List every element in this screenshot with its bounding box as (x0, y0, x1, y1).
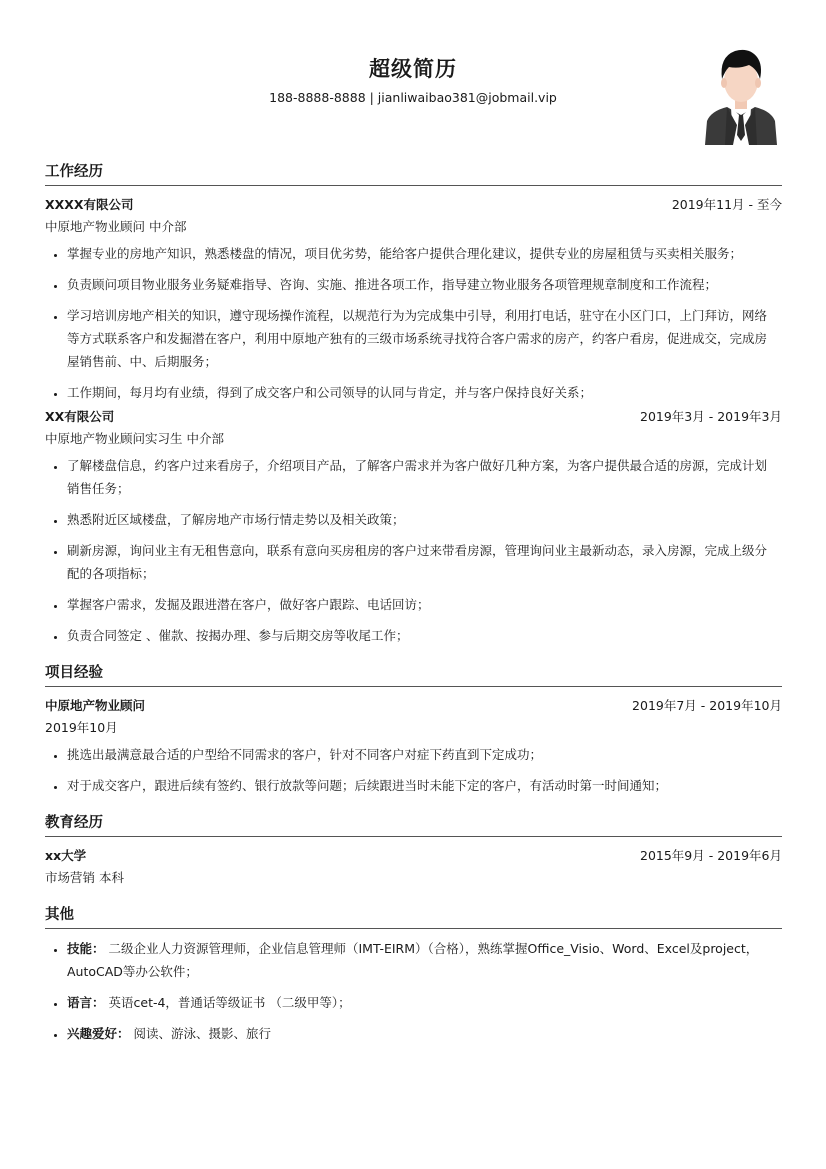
duty-item: • 熟悉附近区域楼盘，了解房地产市场行情走势以及相关政策； (67, 508, 782, 531)
work-entry (45, 194, 782, 404)
skills-text: 二级企业人力资源管理师，企业信息管理师（IMT-EIRM）（合格），熟练掌握Office_Visio、Word、Excel及project，AutoCAD等办公软件； (67, 941, 759, 979)
contact-info: 188-8888-8888 | jianliwaibao381@jobmail.vip (269, 90, 557, 105)
other-section (45, 903, 782, 1045)
avatar-photo (703, 45, 779, 145)
work-section (45, 160, 782, 647)
company-name: XXXX有限公司 (45, 197, 134, 212)
resume-content (45, 160, 782, 1059)
skills-item (67, 937, 782, 983)
project-section (45, 661, 782, 797)
project-section-title: 项目经验 (45, 661, 782, 687)
duty-item: • 掌握专业的房地产知识，熟悉楼盘的情况，项目优劣势，能给客户提供合理化建议，提供专业的房屋租赁与买卖相关服务； (67, 242, 782, 265)
language-item (67, 991, 782, 1014)
duty-item: • 学习培训房地产相关的知识，遵守现场操作流程，以规范行为为完成集中引导，利用打电话，驻守在小区门口，上门拜访，网络等方式联系客户和发掘潜在客户，利用中原地产独有的三级市场系统寻找符合客户需求的房产，约客户看房，促进成交，完成房屋销售前、中、后期服务； (67, 304, 782, 373)
hobbies-label: 兴趣爱好： (67, 1026, 130, 1041)
hobbies-text: 阅读、游泳、摄影、旅行 (133, 1026, 272, 1041)
major-degree: 市场营销 本科 (45, 870, 124, 885)
language-text: 英语cet-4，普通话等级证书 （二级甲等）； (108, 995, 351, 1010)
resume-name: 超级简历 (369, 57, 457, 81)
job-role: 中原地产物业顾问 中介部 (45, 219, 187, 234)
education-section-title: 教育经历 (45, 811, 782, 837)
company-name: XX有限公司 (45, 409, 115, 424)
project-item: • 对于成交客户，跟进后续有签约、银行放款等问题；后续跟进当时未能下定的客户，有活动时第一时间通知； (67, 774, 782, 797)
duty-item: • 工作期间，每月均有业绩，得到了成交客户和公司领导的认同与肯定，并与客户保持良好关系； (67, 381, 782, 404)
duty-item: • 掌握客户需求，发掘及跟进潜在客户，做好客户跟踪、电话回访； (67, 593, 782, 616)
hobbies-item (67, 1022, 782, 1045)
skills-label: 技能： (67, 941, 105, 956)
school-name: xx大学 (45, 848, 87, 863)
project-subtitle: 2019年10月 (45, 720, 118, 735)
education-date: 2015年9月 - 2019年6月 (640, 848, 782, 863)
duty-list (45, 242, 782, 404)
project-list (45, 743, 782, 797)
duty-item: • 了解楼盘信息，约客户过来看房子，介绍项目产品，了解客户需求并为客户做好几种方案，为客户提供最合适的房源，完成计划销售任务； (67, 454, 782, 500)
duty-item: • 刷新房源，询问业主有无租售意向，联系有意向买房租房的客户过来带看房源，管理询问业主最新动态，录入房源，完成上级分配的各项指标； (67, 539, 782, 585)
work-entry (45, 406, 782, 647)
duty-list (45, 454, 782, 647)
project-item: • 挑选出最满意最合适的户型给不同需求的客户，针对不同客户对症下药直到下定成功； (67, 743, 782, 766)
duty-item: • 负责顾问项目物业服务业务疑难指导、咨询、实施、推进各项工作，指导建立物业服务各项管理规章制度和工作流程； (67, 273, 782, 296)
employment-date: 2019年11月 - 至今 (671, 197, 782, 212)
other-list (45, 937, 782, 1045)
project-date: 2019年7月 - 2019年10月 (632, 698, 782, 713)
duty-item: • 负责合同签定 、催款、按揭办理、参与后期交房等收尾工作； (67, 624, 782, 647)
project-name: 中原地产物业顾问 (45, 698, 146, 713)
other-section-title: 其他 (45, 903, 782, 929)
language-label: 语言： (67, 995, 105, 1010)
work-section-title: 工作经历 (45, 160, 782, 186)
job-role: 中原地产物业顾问实习生 中介部 (45, 431, 224, 446)
employment-date: 2019年3月 - 2019年3月 (640, 409, 782, 424)
education-section (45, 811, 782, 889)
